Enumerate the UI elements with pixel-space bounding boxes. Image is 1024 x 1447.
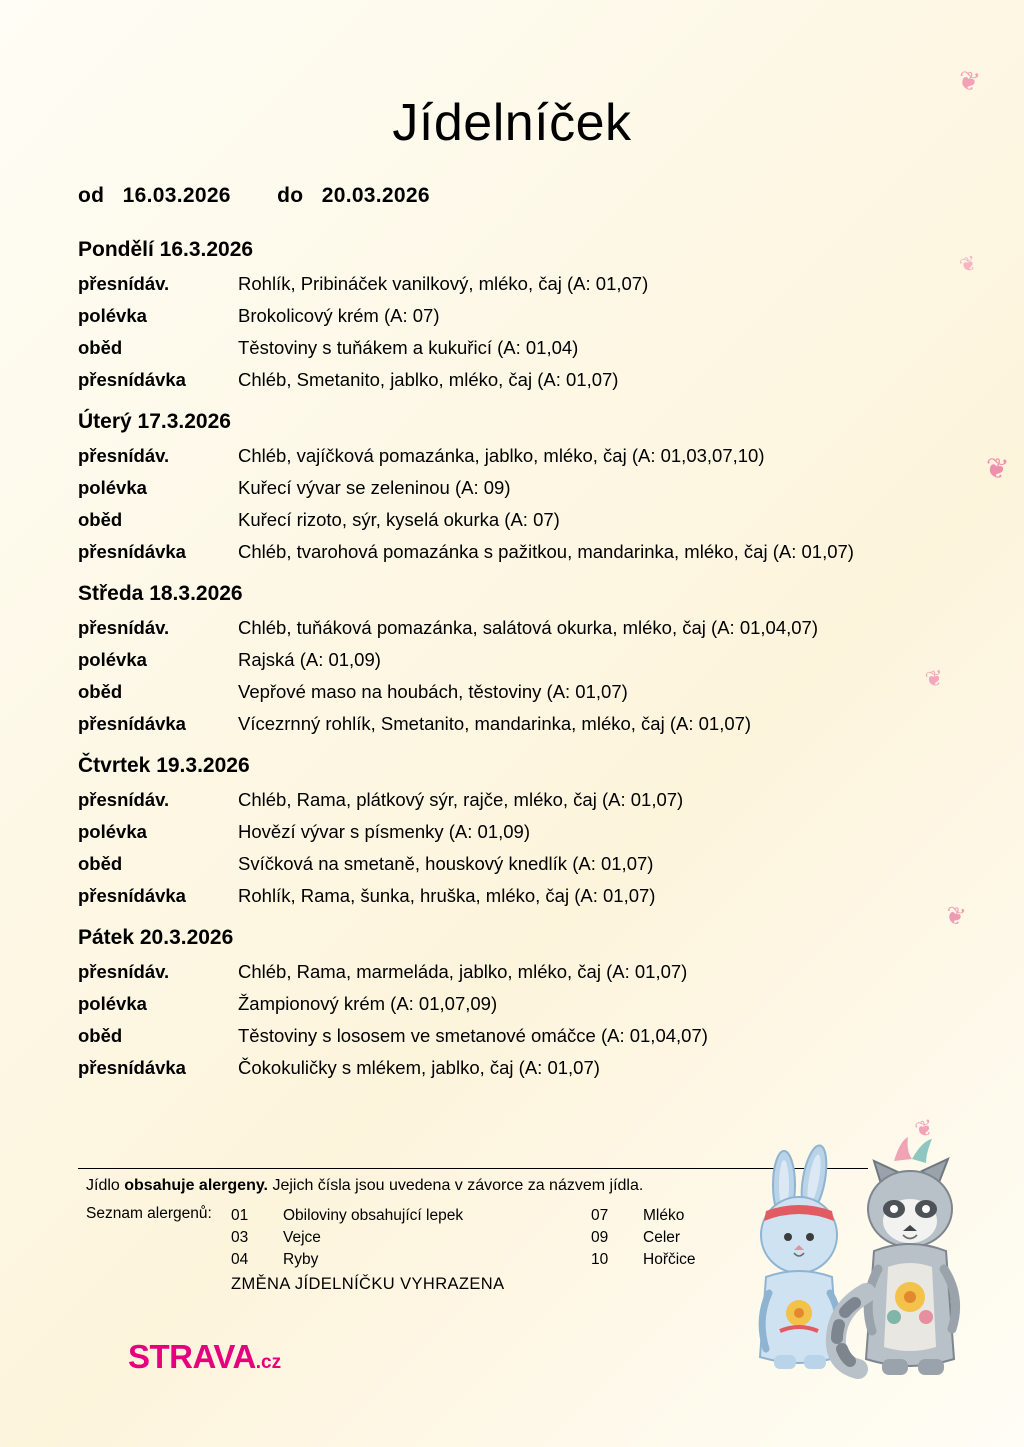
meal-row bbox=[78, 644, 1024, 676]
day-title: Úterý 17.3.2026 bbox=[78, 409, 231, 433]
meal-description: Chléb, Smetanito, jablko, mléko, čaj (A: 01,07) bbox=[238, 368, 619, 390]
butterfly-icon: ❦ bbox=[923, 664, 946, 693]
meal-type: přesnídáv. bbox=[78, 616, 170, 638]
meal-description: Chléb, vajíčková pomazánka, jablko, mléko, čaj (A: 01,03,07,10) bbox=[238, 444, 765, 466]
meal-row bbox=[78, 268, 1024, 300]
meal-description: Kuřecí vývar se zeleninou (A: 09) bbox=[238, 476, 511, 498]
meal-row bbox=[78, 536, 1024, 568]
meal-type: polévka bbox=[78, 992, 147, 1014]
meal-description: Rajská (A: 01,09) bbox=[238, 648, 381, 670]
meal-type: přesnídávka bbox=[78, 884, 186, 906]
meal-type: přesnídáv. bbox=[78, 788, 170, 810]
meal-description: Rohlík, Rama, šunka, hruška, mléko, čaj (A: 01,07) bbox=[238, 884, 656, 906]
allergen-column-right bbox=[591, 1205, 696, 1271]
meal-row bbox=[78, 1020, 1024, 1052]
meal-type: polévka bbox=[78, 476, 147, 498]
day-title: Pondělí 16.3.2026 bbox=[78, 237, 254, 261]
allergen-item bbox=[231, 1249, 591, 1271]
allergen-item bbox=[591, 1249, 696, 1271]
meal-type: přesnídávka bbox=[78, 1056, 186, 1078]
allergen-name: Ryby bbox=[283, 1251, 319, 1268]
meal-description: Žampionový krém (A: 01,07,09) bbox=[238, 992, 498, 1014]
meal-description: Vepřové maso na houbách, těstoviny (A: 01,07) bbox=[238, 680, 628, 702]
meal-description: Brokolicový krém (A: 07) bbox=[238, 304, 440, 326]
meal-row bbox=[78, 988, 1024, 1020]
logo-suffix: .cz bbox=[255, 1352, 282, 1373]
meal-row bbox=[78, 612, 1024, 644]
mascot-illustration bbox=[706, 1114, 1006, 1417]
range-to-date: 20.03.2026 bbox=[321, 183, 430, 207]
butterfly-icon: ❦ bbox=[942, 900, 969, 933]
range-from-date: 16.03.2026 bbox=[122, 183, 231, 207]
meal-type: oběd bbox=[78, 852, 123, 874]
butterfly-icon: ❦ bbox=[957, 251, 980, 279]
day-block bbox=[0, 574, 1024, 740]
meal-row bbox=[78, 956, 1024, 988]
meal-type: polévka bbox=[78, 304, 147, 326]
day-block bbox=[0, 230, 1024, 396]
meal-type: oběd bbox=[78, 336, 123, 358]
meal-row bbox=[78, 1052, 1024, 1084]
meal-type: přesnídávka bbox=[78, 712, 186, 734]
meal-type: polévka bbox=[78, 820, 147, 842]
raccoon-icon bbox=[836, 1137, 956, 1375]
allergen-code: 04 bbox=[231, 1251, 249, 1268]
page-title: Jídelníček bbox=[392, 93, 632, 152]
allergen-code: 07 bbox=[591, 1207, 609, 1224]
allergen-item bbox=[591, 1227, 696, 1249]
meal-description: Chléb, Rama, marmeláda, jablko, mléko, čaj (A: 01,07) bbox=[238, 960, 688, 982]
day-title: Čtvrtek 19.3.2026 bbox=[78, 753, 250, 777]
meal-type: přesnídáv. bbox=[78, 960, 170, 982]
meal-description: Hovězí vývar s písmenky (A: 01,09) bbox=[238, 820, 530, 842]
allergen-name: Obiloviny obsahující lepek bbox=[283, 1207, 464, 1224]
meal-description: Rohlík, Pribináček vanilkový, mléko, čaj (A: 01,07) bbox=[238, 272, 649, 294]
meal-type: oběd bbox=[78, 508, 123, 530]
meal-description: Vícezrnný rohlík, Smetanito, mandarinka, mléko, čaj (A: 01,07) bbox=[238, 712, 752, 734]
meal-description: Těstoviny s tuňákem a kukuřicí (A: 01,04) bbox=[238, 336, 579, 358]
butterfly-icon: ❦ bbox=[912, 1114, 937, 1143]
change-notice: ZMĚNA JÍDELNÍČKU VYHRAZENA bbox=[231, 1275, 505, 1293]
allergen-column-left bbox=[231, 1205, 591, 1271]
allergen-item bbox=[231, 1227, 591, 1249]
date-range bbox=[78, 184, 1024, 208]
meal-description: Čokokuličky s mlékem, jablko, čaj (A: 01,07) bbox=[238, 1056, 600, 1078]
allergen-name: Vejce bbox=[283, 1229, 321, 1246]
meal-type: přesnídáv. bbox=[78, 272, 170, 294]
meal-type: přesnídávka bbox=[78, 540, 186, 562]
meal-row bbox=[78, 708, 1024, 740]
allergen-note-prefix: Jídlo bbox=[86, 1177, 120, 1194]
meal-description: Chléb, Rama, plátkový sýr, rajče, mléko, čaj (A: 01,07) bbox=[238, 788, 684, 810]
range-to-label: do bbox=[277, 183, 304, 207]
meal-row bbox=[78, 332, 1024, 364]
meal-description: Chléb, tuňáková pomazánka, salátová okurka, mléko, čaj (A: 01,04,07) bbox=[238, 616, 818, 638]
meal-row bbox=[78, 364, 1024, 396]
meal-row bbox=[78, 300, 1024, 332]
day-block bbox=[0, 402, 1024, 568]
meal-description: Svíčková na smetaně, houskový knedlík (A: 01,07) bbox=[238, 852, 654, 874]
day-title: Pátek 20.3.2026 bbox=[78, 925, 234, 949]
allergen-list-label: Seznam alergenů: bbox=[86, 1205, 212, 1222]
allergen-code: 01 bbox=[231, 1207, 249, 1224]
allergen-item bbox=[591, 1205, 696, 1227]
meal-row bbox=[78, 676, 1024, 708]
range-from-label: od bbox=[78, 183, 105, 207]
allergen-name: Hořčice bbox=[643, 1251, 696, 1268]
allergen-name: Celer bbox=[643, 1229, 681, 1246]
day-block bbox=[0, 746, 1024, 912]
meal-row bbox=[78, 816, 1024, 848]
allergen-item bbox=[231, 1205, 591, 1227]
butterfly-icon: ❦ bbox=[983, 451, 1011, 486]
day-title: Středa 18.3.2026 bbox=[78, 581, 243, 605]
meal-type: přesnídáv. bbox=[78, 444, 170, 466]
allergen-note-suffix: Jejich čísla jsou uvedena v závorce za názvem jídla. bbox=[272, 1177, 644, 1194]
allergen-name: Mléko bbox=[643, 1207, 685, 1224]
meal-type: polévka bbox=[78, 648, 147, 670]
meal-row bbox=[78, 504, 1024, 536]
meal-description: Těstoviny s lososem ve smetanové omáčce (A: 01,04,07) bbox=[238, 1024, 708, 1046]
meal-type: oběd bbox=[78, 1024, 123, 1046]
allergen-code: 09 bbox=[591, 1229, 609, 1246]
strava-logo[interactable] bbox=[128, 1338, 281, 1376]
meal-description: Chléb, tvarohová pomazánka s pažitkou, mandarinka, mléko, čaj (A: 01,07) bbox=[238, 540, 854, 562]
day-block bbox=[0, 918, 1024, 1084]
allergen-code: 10 bbox=[591, 1251, 609, 1268]
meal-type: oběd bbox=[78, 680, 123, 702]
meal-description: Kuřecí rizoto, sýr, kyselá okurka (A: 07) bbox=[238, 508, 560, 530]
meal-row bbox=[78, 784, 1024, 816]
meal-type: přesnídávka bbox=[78, 368, 186, 390]
meal-row bbox=[78, 472, 1024, 504]
meal-row bbox=[78, 440, 1024, 472]
allergen-code: 03 bbox=[231, 1229, 249, 1246]
meal-row bbox=[78, 880, 1024, 912]
allergen-note-bold: obsahuje alergeny. bbox=[124, 1177, 268, 1194]
meal-row bbox=[78, 848, 1024, 880]
butterfly-icon: ❦ bbox=[955, 64, 983, 98]
menu-days-list bbox=[0, 230, 1024, 1084]
logo-main: STRAVA bbox=[128, 1338, 256, 1375]
